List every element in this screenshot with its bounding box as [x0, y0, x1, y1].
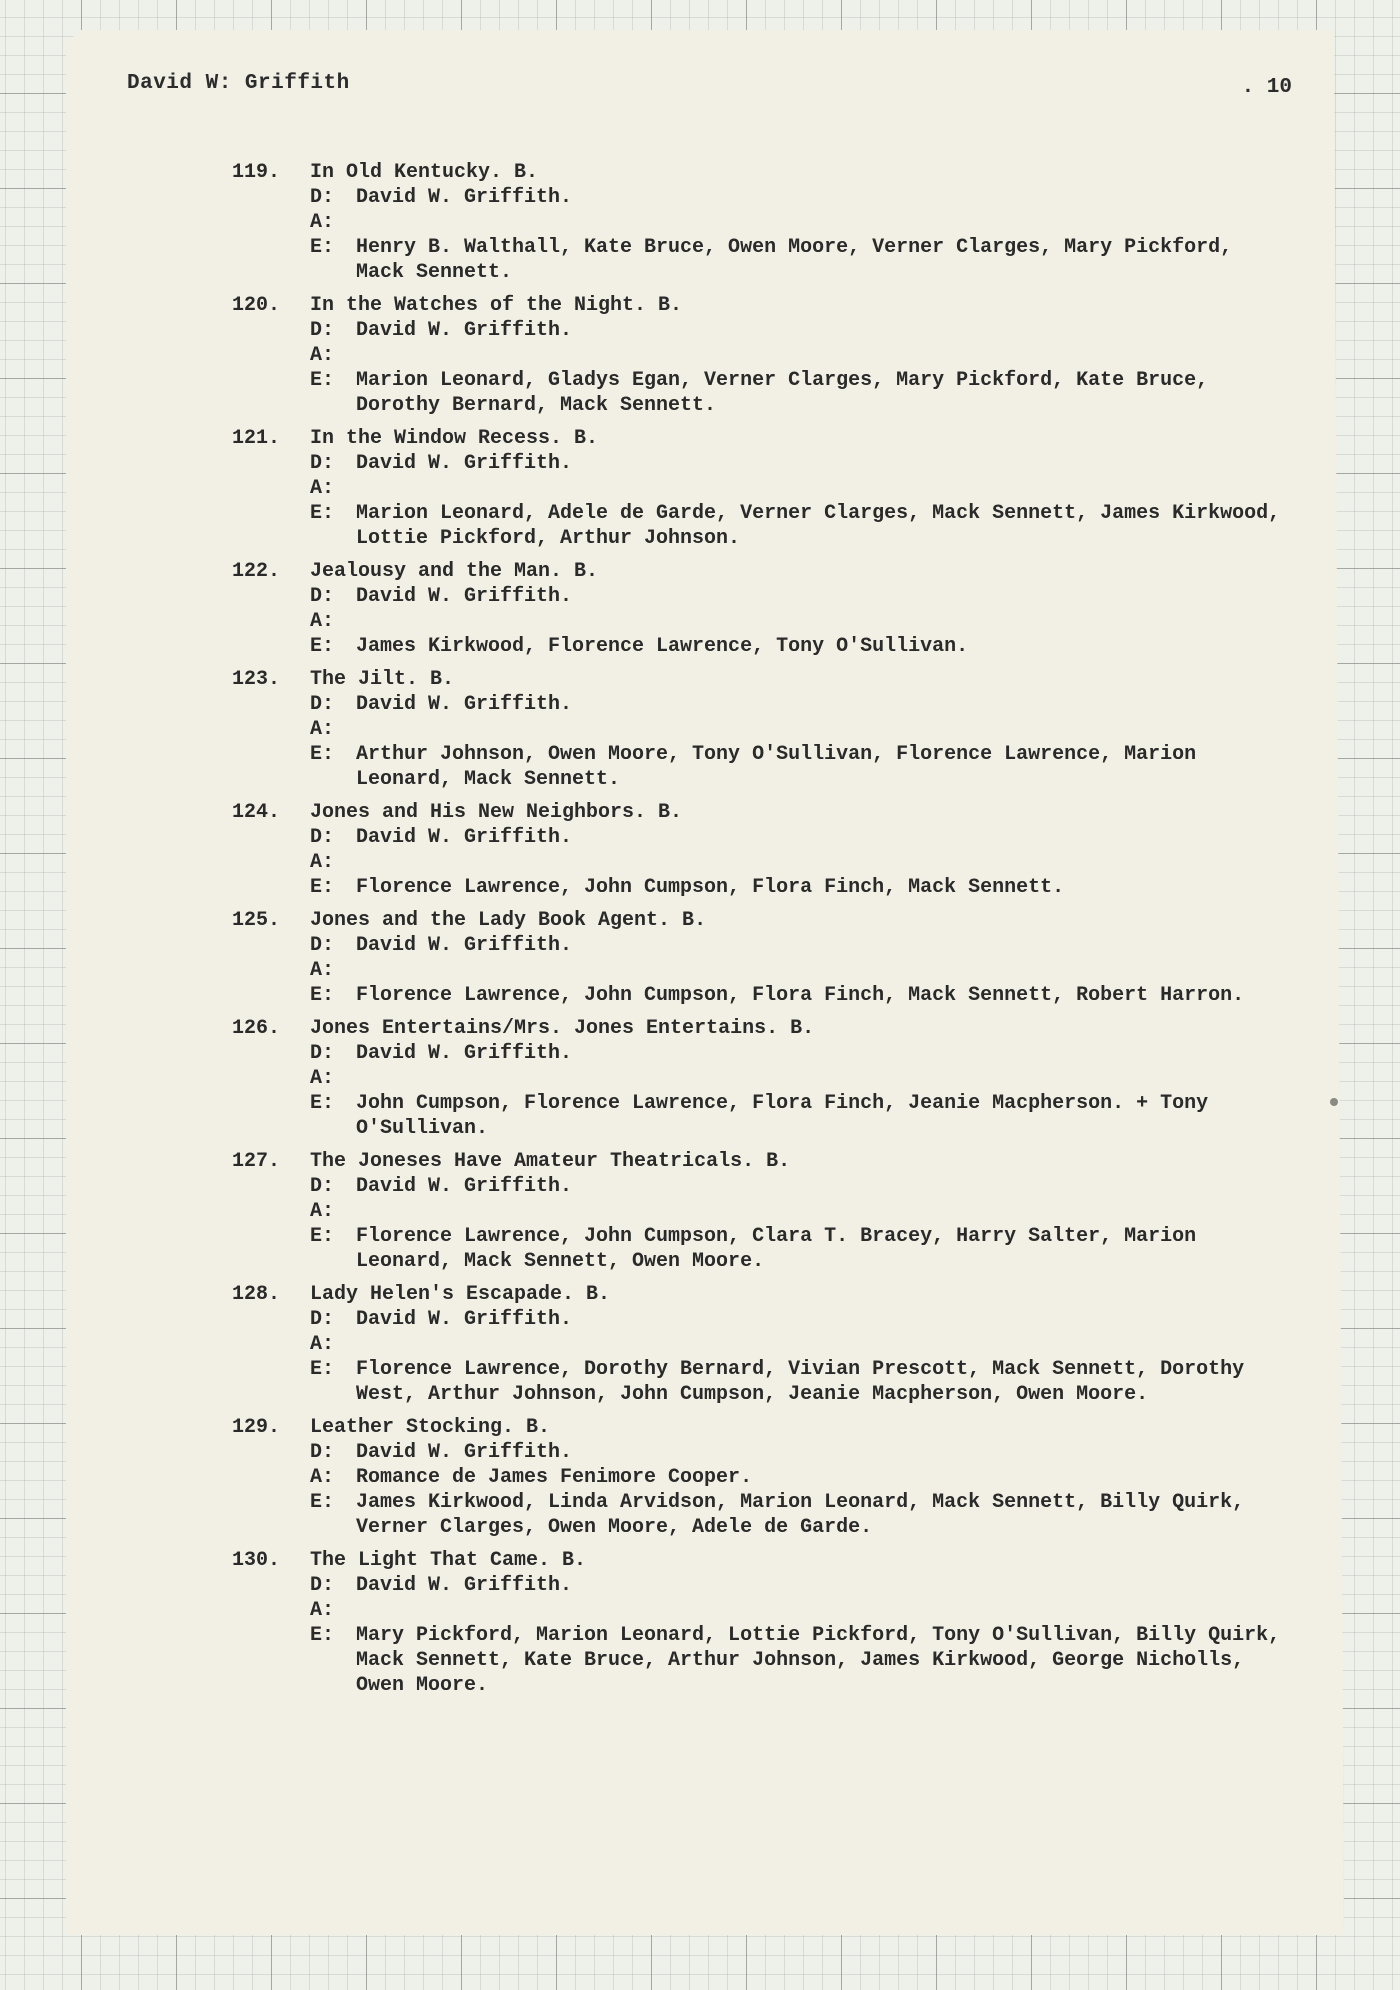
director-label: D: [310, 319, 335, 342]
director-value: David W. Griffith. [356, 1175, 573, 1198]
entry-number: 126. [232, 1017, 281, 1040]
cast-line [310, 983, 1286, 1008]
director-label: D: [310, 693, 335, 716]
director-label: D: [310, 1574, 335, 1597]
cast-line [310, 368, 1286, 418]
argument-label: A: [310, 851, 335, 874]
director-label: D: [310, 186, 335, 209]
film-entry [232, 1548, 1312, 1698]
film-title: In the Watches of the Night. B. [310, 294, 683, 317]
entry-number: 130. [232, 1549, 281, 1572]
argument-label: A: [310, 1466, 335, 1489]
film-entry [232, 1016, 1312, 1141]
director-line [310, 1307, 1312, 1332]
argument-line [310, 958, 1312, 983]
cast-value: Florence Lawrence, John Cumpson, Flora Finch, Mack Sennett, Robert Harron. [356, 984, 1245, 1007]
cast-line [310, 1357, 1286, 1407]
argument-line [310, 609, 1312, 634]
film-title: Lady Helen's Escapade. B. [310, 1283, 611, 1306]
film-entry [232, 559, 1312, 659]
director-value: David W. Griffith. [356, 319, 573, 342]
cast-label: E: [310, 236, 335, 259]
director-value: David W. Griffith. [356, 693, 573, 716]
film-title: Leather Stocking. B. [310, 1416, 551, 1439]
cast-label: E: [310, 876, 335, 899]
film-entry [232, 667, 1312, 792]
cast-value: Marion Leonard, Gladys Egan, Verner Clarges, Mary Pickford, Kate Bruce, Dorothy Bernard, Mack Sennett. [356, 369, 1209, 417]
argument-line [310, 1465, 1312, 1490]
argument-label: A: [310, 1333, 335, 1356]
film-entry [232, 800, 1312, 900]
film-entry [232, 1282, 1312, 1407]
cast-label: E: [310, 984, 335, 1007]
cast-label: E: [310, 369, 335, 392]
director-line [310, 825, 1312, 850]
argument-line [310, 717, 1312, 742]
cast-line [310, 875, 1286, 900]
cast-label: E: [310, 1092, 335, 1115]
cast-line [310, 1091, 1286, 1141]
cast-value: Marion Leonard, Adele de Garde, Verner Clarges, Mack Sennett, James Kirkwood, Lottie Pickford, Arthur Johnson. [356, 502, 1281, 550]
cast-label: E: [310, 1358, 335, 1381]
film-title: In Old Kentucky. B. [310, 161, 539, 184]
cast-line [310, 1490, 1286, 1540]
director-line [310, 1174, 1312, 1199]
argument-label: A: [310, 1599, 335, 1622]
cast-line [310, 1623, 1286, 1698]
film-entry [232, 426, 1312, 551]
argument-line [310, 1598, 1312, 1623]
argument-line [310, 476, 1312, 501]
cast-value: Florence Lawrence, John Cumpson, Flora Finch, Mack Sennett. [356, 876, 1065, 899]
director-label: D: [310, 1042, 335, 1065]
cast-label: E: [310, 1491, 335, 1514]
entry-number: 121. [232, 427, 281, 450]
cast-line [310, 235, 1286, 285]
film-entry [232, 908, 1312, 1008]
cast-label: E: [310, 743, 335, 766]
entry-number: 119. [232, 161, 281, 184]
cast-line [310, 501, 1286, 551]
film-entry [232, 160, 1312, 285]
director-label: D: [310, 1441, 335, 1464]
director-label: D: [310, 452, 335, 475]
film-entry [232, 293, 1312, 418]
film-title: The Jilt. B. [310, 668, 455, 691]
cast-label: E: [310, 635, 335, 658]
argument-label: A: [310, 1200, 335, 1223]
cast-label: E: [310, 1225, 335, 1248]
director-value: David W. Griffith. [356, 585, 573, 608]
film-title: In the Window Recess. B. [310, 427, 599, 450]
director-line [310, 185, 1312, 210]
cast-value: Henry B. Walthall, Kate Bruce, Owen Moore, Verner Clarges, Mary Pickford, Mack Sennett. [356, 236, 1233, 284]
director-line [310, 1041, 1312, 1066]
director-line [310, 1573, 1312, 1598]
cast-value: James Kirkwood, Linda Arvidson, Marion Leonard, Mack Sennett, Billy Quirk, Verner Clarges, Owen Moore, Adele de Garde. [356, 1491, 1245, 1539]
film-title: The Light That Came. B. [310, 1549, 587, 1572]
entry-number: 128. [232, 1283, 281, 1306]
director-label: D: [310, 585, 335, 608]
director-label: D: [310, 934, 335, 957]
argument-line [310, 1199, 1312, 1224]
cast-label: E: [310, 1624, 335, 1647]
paper-mark [1330, 1098, 1338, 1106]
cast-value: James Kirkwood, Florence Lawrence, Tony O'Sullivan. [356, 635, 969, 658]
argument-line [310, 850, 1312, 875]
film-entry [232, 1415, 1312, 1540]
argument-line [310, 343, 1312, 368]
film-title: Jealousy and the Man. B. [310, 560, 599, 583]
director-value: David W. Griffith. [356, 452, 573, 475]
cast-value: Mary Pickford, Marion Leonard, Lottie Pickford, Tony O'Sullivan, Billy Quirk, Mack Sennett, Kate Bruce, Arthur Johnson, James Kirkwood, George Nicholls, Owen Moore. [356, 1624, 1281, 1697]
argument-line [310, 210, 1312, 235]
argument-label: A: [310, 344, 335, 367]
cast-value: John Cumpson, Florence Lawrence, Flora Finch, Jeanie Macpherson. + Tony O'Sullivan. [356, 1092, 1209, 1140]
argument-value: Romance de James Fenimore Cooper. [356, 1466, 753, 1489]
entry-number: 124. [232, 801, 281, 824]
director-label: D: [310, 826, 335, 849]
film-title: The Joneses Have Amateur Theatricals. B. [310, 1150, 791, 1173]
film-entry [232, 1149, 1312, 1274]
entry-number: 123. [232, 668, 281, 691]
cast-line [310, 634, 1286, 659]
cast-value: Florence Lawrence, John Cumpson, Clara T. Bracey, Harry Salter, Marion Leonard, Mack Sennett, Owen Moore. [356, 1225, 1197, 1273]
film-title: Jones Entertains/Mrs. Jones Entertains. B. [310, 1017, 815, 1040]
director-value: David W. Griffith. [356, 826, 573, 849]
director-line [310, 451, 1312, 476]
director-value: David W. Griffith. [356, 1042, 573, 1065]
argument-label: A: [310, 959, 335, 982]
cast-label: E: [310, 502, 335, 525]
cast-line [310, 1224, 1286, 1274]
director-value: David W. Griffith. [356, 1441, 573, 1464]
argument-label: A: [310, 211, 335, 234]
entry-number: 120. [232, 294, 281, 317]
argument-label: A: [310, 1067, 335, 1090]
cast-value: Florence Lawrence, Dorothy Bernard, Vivian Prescott, Mack Sennett, Dorothy West, Arthur Johnson, John Cumpson, Jeanie Macpherson, Owen Moore. [356, 1358, 1245, 1406]
argument-line [310, 1066, 1312, 1091]
page-number: . 10 [1241, 76, 1292, 99]
director-value: David W. Griffith. [356, 934, 573, 957]
director-line [310, 692, 1312, 717]
entry-number: 129. [232, 1416, 281, 1439]
director-line [310, 584, 1312, 609]
argument-label: A: [310, 610, 335, 633]
film-title: Jones and the Lady Book Agent. B. [310, 909, 707, 932]
director-value: David W. Griffith. [356, 1308, 573, 1331]
director-line [310, 1440, 1312, 1465]
director-line [310, 933, 1312, 958]
filmography-list [232, 160, 1312, 1706]
cast-line [310, 742, 1286, 792]
director-value: David W. Griffith. [356, 1574, 573, 1597]
entry-number: 122. [232, 560, 281, 583]
director-label: D: [310, 1308, 335, 1331]
header-name: David W: Griffith [127, 72, 350, 95]
director-label: D: [310, 1175, 335, 1198]
entry-number: 125. [232, 909, 281, 932]
director-value: David W. Griffith. [356, 186, 573, 209]
argument-label: A: [310, 477, 335, 500]
argument-line [310, 1332, 1312, 1357]
entry-number: 127. [232, 1150, 281, 1173]
director-line [310, 318, 1312, 343]
argument-label: A: [310, 718, 335, 741]
film-title: Jones and His New Neighbors. B. [310, 801, 683, 824]
cast-value: Arthur Johnson, Owen Moore, Tony O'Sullivan, Florence Lawrence, Marion Leonard, Mack Sennett. [356, 743, 1197, 791]
